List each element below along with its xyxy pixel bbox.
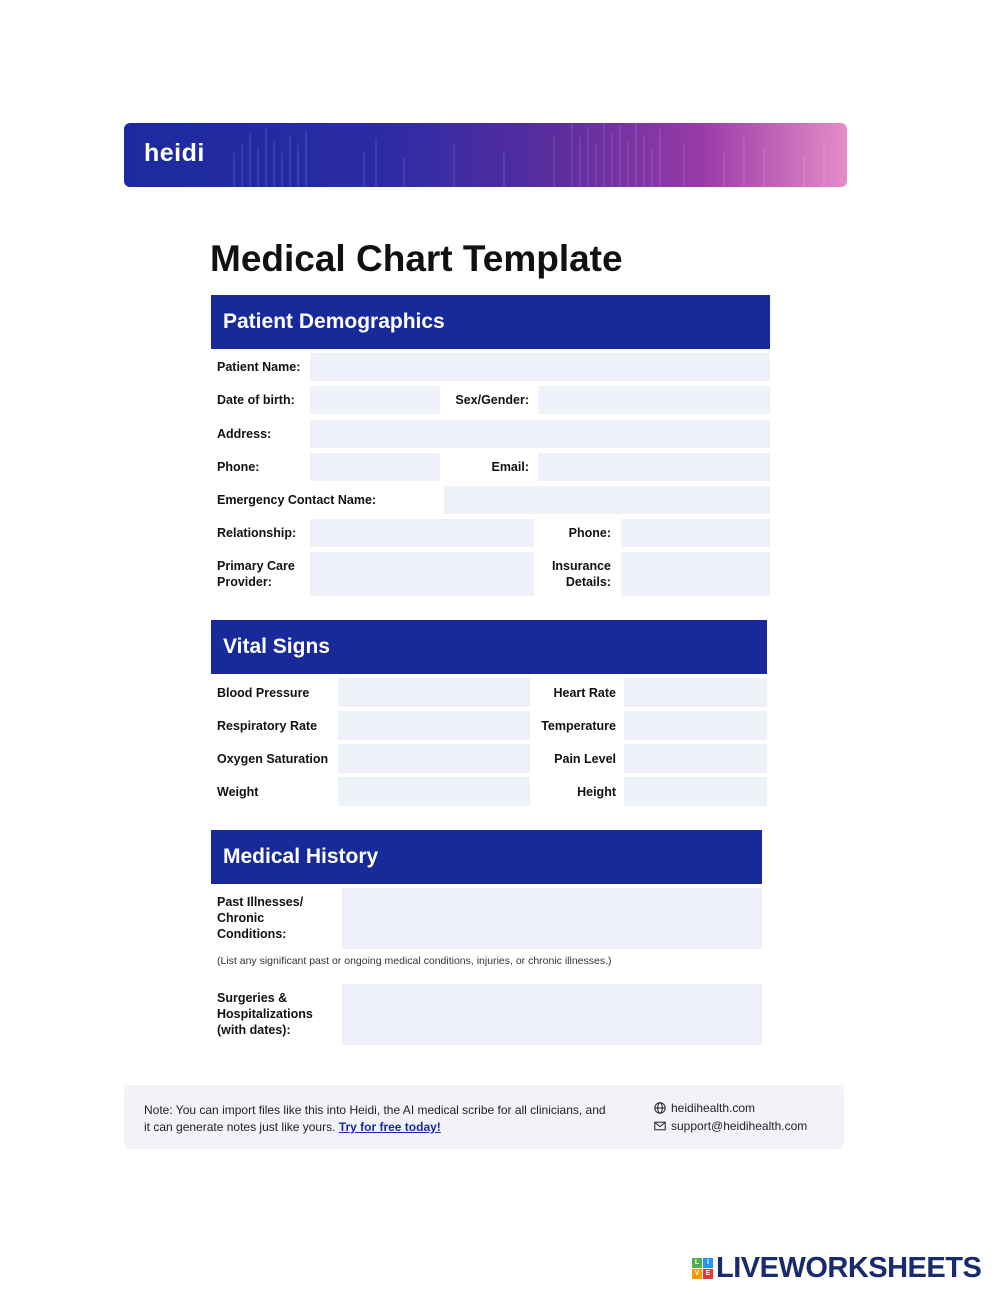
label-weight: Weight bbox=[217, 785, 259, 799]
try-free-link[interactable]: Try for free today! bbox=[338, 1120, 441, 1134]
label-respiratory-rate: Respiratory Rate bbox=[217, 719, 318, 733]
emergency-phone-field[interactable] bbox=[621, 519, 770, 547]
logo-tile: V bbox=[692, 1269, 702, 1279]
page-title: Medical Chart Template bbox=[210, 238, 623, 279]
label-emergency-contact: Emergency Contact Name: bbox=[217, 493, 377, 507]
oxygen-saturation-field[interactable] bbox=[338, 744, 530, 773]
liveworksheets-watermark bbox=[692, 1252, 981, 1285]
note-box bbox=[124, 1085, 844, 1149]
label-email: Email: bbox=[491, 460, 529, 474]
banner-decoration bbox=[124, 123, 847, 187]
label-oxygen-saturation: Oxygen Saturation bbox=[217, 752, 329, 766]
website-text: heidihealth.com bbox=[671, 1101, 756, 1115]
section-header-vitals: Vital Signs bbox=[211, 620, 767, 674]
header-banner bbox=[124, 123, 847, 187]
heart-rate-field[interactable] bbox=[624, 678, 767, 707]
past-illnesses-field[interactable] bbox=[342, 888, 762, 949]
dob-field[interactable] bbox=[310, 386, 440, 414]
email-field[interactable] bbox=[538, 453, 770, 481]
logo-tile: I bbox=[703, 1258, 713, 1268]
label-primary-care: Primary Care Provider: bbox=[217, 559, 295, 589]
respiratory-rate-field[interactable] bbox=[338, 711, 530, 740]
label-relationship: Relationship: bbox=[217, 526, 297, 540]
label-address: Address: bbox=[217, 427, 272, 441]
website-contact[interactable] bbox=[654, 1101, 755, 1115]
section-header-demographics: Patient Demographics bbox=[211, 295, 770, 349]
globe-icon bbox=[654, 1102, 666, 1114]
email-text: support@heidihealth.com bbox=[671, 1119, 808, 1133]
weight-field[interactable] bbox=[338, 777, 530, 806]
emergency-contact-field[interactable] bbox=[444, 486, 770, 514]
section-header-history: Medical History bbox=[211, 830, 762, 884]
label-past-illnesses: Past Illnesses/ Chronic Conditions: bbox=[217, 895, 304, 941]
liveworksheets-logo-icon bbox=[692, 1258, 713, 1279]
label-emergency-phone: Phone: bbox=[568, 526, 611, 540]
patient-name-field[interactable] bbox=[310, 353, 770, 381]
email-contact[interactable] bbox=[654, 1119, 807, 1133]
sex-gender-field[interactable] bbox=[538, 386, 770, 414]
heidi-logo: heidi bbox=[144, 139, 205, 167]
primary-care-field[interactable] bbox=[310, 552, 534, 596]
label-insurance: Insurance Details: bbox=[551, 559, 611, 589]
label-temperature: Temperature bbox=[541, 719, 616, 733]
insurance-field[interactable] bbox=[621, 552, 770, 596]
label-heart-rate: Heart Rate bbox=[553, 686, 616, 700]
logo-tile: L bbox=[692, 1258, 702, 1268]
label-blood-pressure: Blood Pressure bbox=[217, 686, 310, 700]
history-hint-text: (List any significant past or ongoing medical conditions, injuries, or chronic illnesses.) bbox=[217, 955, 612, 967]
liveworksheets-text: LIVEWORKSHEETS bbox=[716, 1252, 982, 1284]
phone-field[interactable] bbox=[310, 453, 440, 481]
blood-pressure-field[interactable] bbox=[338, 678, 530, 707]
height-field[interactable] bbox=[624, 777, 767, 806]
label-surgeries: Surgeries & Hospitalizations (with dates): bbox=[217, 991, 313, 1037]
surgeries-field[interactable] bbox=[342, 984, 762, 1045]
label-patient-name: Patient Name: bbox=[217, 360, 301, 374]
pain-level-field[interactable] bbox=[624, 744, 767, 773]
address-field[interactable] bbox=[310, 420, 770, 448]
mail-icon bbox=[654, 1120, 666, 1132]
logo-tile: E bbox=[703, 1269, 713, 1279]
note-text: Note: You can import files like this into Heidi, the AI medical scribe for all clinicians, and it can generate notes just like yours. Try for free today! bbox=[144, 1103, 606, 1134]
label-pain-level: Pain Level bbox=[554, 752, 616, 766]
temperature-field[interactable] bbox=[624, 711, 767, 740]
label-phone: Phone: bbox=[217, 460, 260, 474]
label-sex-gender: Sex/Gender: bbox=[455, 393, 529, 407]
label-dob: Date of birth: bbox=[217, 393, 295, 407]
label-height: Height bbox=[577, 785, 616, 799]
relationship-field[interactable] bbox=[310, 519, 534, 547]
